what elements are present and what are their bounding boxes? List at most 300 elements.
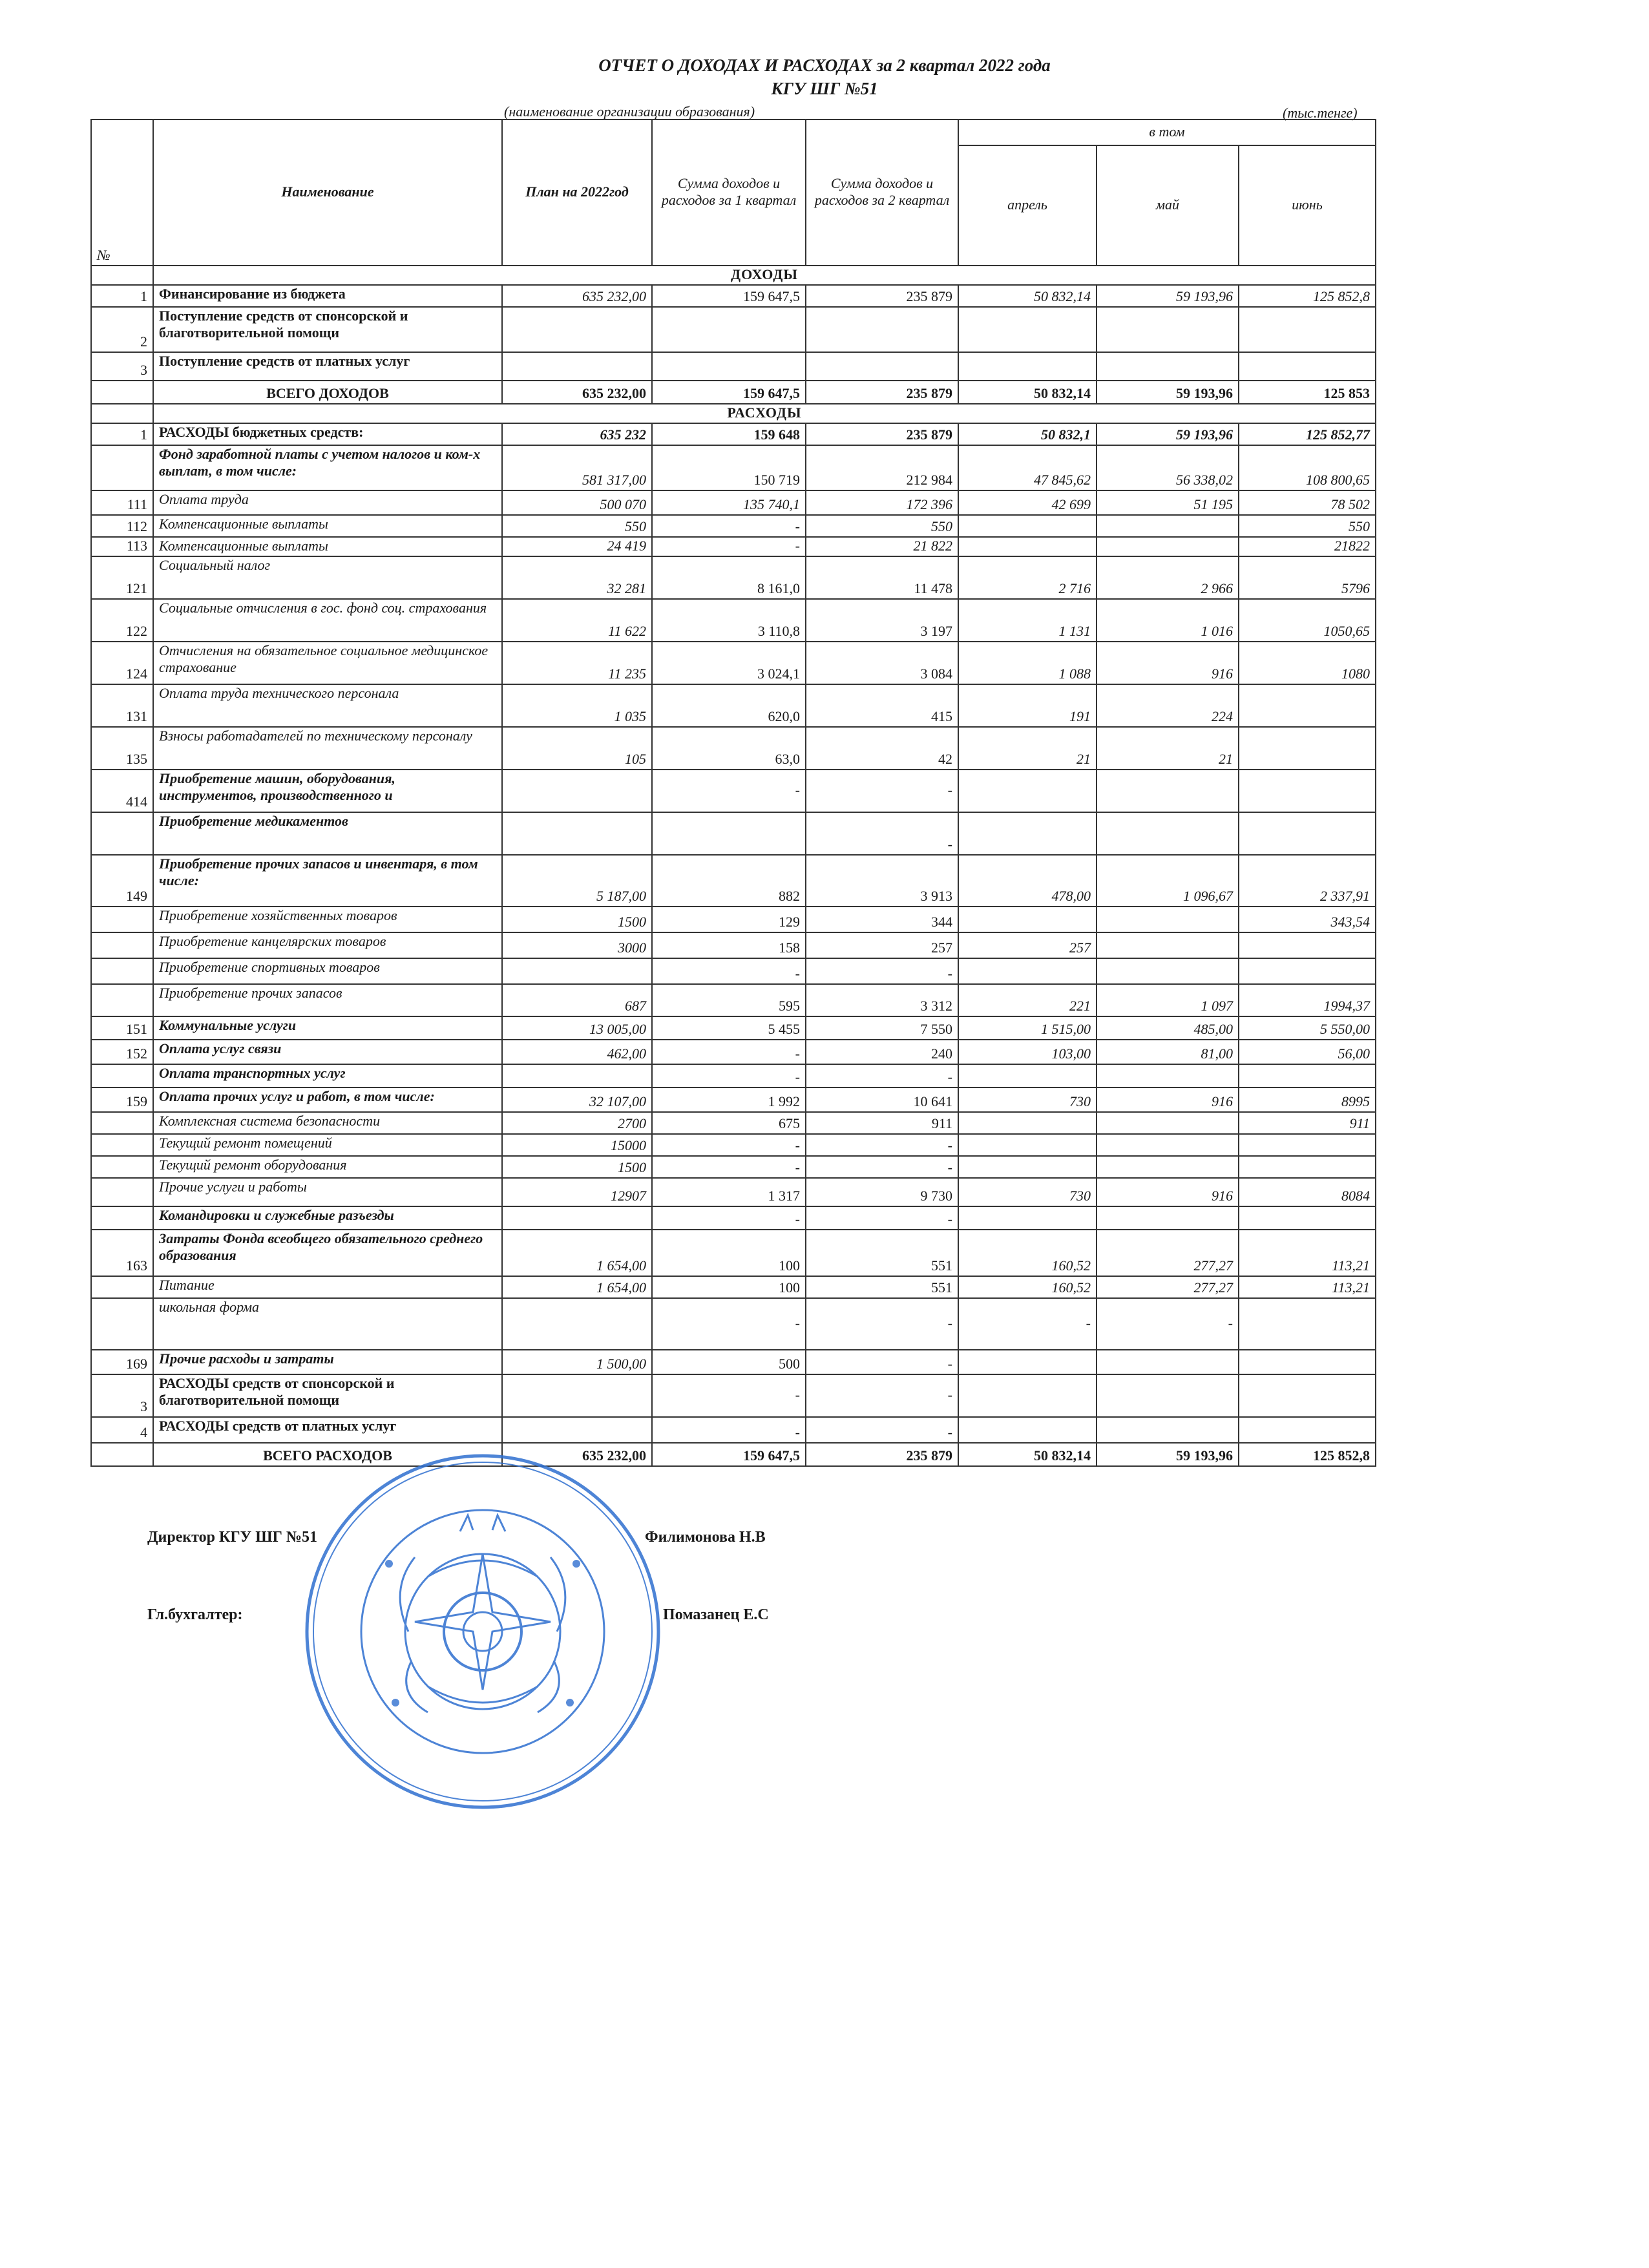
table-row <box>91 1016 1376 1040</box>
row-code <box>91 984 153 1016</box>
cell-q2: 550 <box>806 515 958 537</box>
cell-jun: 1994,37 <box>1239 984 1376 1016</box>
table-row <box>91 932 1376 958</box>
row-name: Оплата транспортных услуг <box>153 1064 502 1087</box>
total-label: ВСЕГО ДОХОДОВ <box>153 381 502 404</box>
row-code: 3 <box>91 352 153 381</box>
row-name: Приобретение прочих запасов и инвентаря, в том числе: <box>153 855 502 907</box>
table-row <box>91 984 1376 1016</box>
cell-may: 2 966 <box>1097 556 1239 599</box>
row-name: Финансирование из бюджета <box>153 285 502 307</box>
cell-apr: 257 <box>958 932 1097 958</box>
cell-q1: - <box>652 537 806 556</box>
cell-may: - <box>1097 1298 1239 1350</box>
total-jun: 125 852,8 <box>1239 1443 1376 1466</box>
cell-q2: 7 550 <box>806 1016 958 1040</box>
cell-may <box>1097 1156 1239 1178</box>
cell-q2: - <box>806 958 958 984</box>
cell-apr <box>958 1064 1097 1087</box>
row-name: Текущий ремонт помещений <box>153 1134 502 1156</box>
cell-q2: 3 197 <box>806 599 958 642</box>
cell-apr <box>958 352 1097 381</box>
cell-q1: 100 <box>652 1276 806 1298</box>
cell-apr: 50 832,1 <box>958 423 1097 445</box>
cell-jun: 8995 <box>1239 1087 1376 1112</box>
cell-apr: 1 088 <box>958 642 1097 684</box>
cell-q1: 1 992 <box>652 1087 806 1112</box>
cell-may <box>1097 515 1239 537</box>
row-name: Прочие расходы и затраты <box>153 1350 502 1374</box>
cell-plan <box>502 1298 652 1350</box>
cell-jun <box>1239 958 1376 984</box>
cell-q1: - <box>652 1134 806 1156</box>
row-name: Приобретение машин, оборудования, инструментов, производственного и <box>153 770 502 812</box>
row-code <box>91 1156 153 1178</box>
row-code <box>91 932 153 958</box>
cell-q1: - <box>652 958 806 984</box>
cell-may <box>1097 812 1239 855</box>
row-name: Текущий ремонт оборудования <box>153 1156 502 1178</box>
cell-apr <box>958 907 1097 932</box>
cell-plan: 11 622 <box>502 599 652 642</box>
cell-q1: - <box>652 1064 806 1087</box>
row-code: 169 <box>91 1350 153 1374</box>
cell-q1: 5 455 <box>652 1016 806 1040</box>
cell-apr <box>958 1134 1097 1156</box>
row-name: Компенсационные выплаты <box>153 537 502 556</box>
cell-jun: 125 852,77 <box>1239 423 1376 445</box>
cell-q1: - <box>652 1206 806 1230</box>
cell-q1: - <box>652 515 806 537</box>
header-v-tom: в том <box>958 120 1376 145</box>
cell-q2: 911 <box>806 1112 958 1134</box>
cell-q1: - <box>652 1374 806 1417</box>
cell-plan: 105 <box>502 727 652 770</box>
cell-jun: 8084 <box>1239 1178 1376 1206</box>
cell-apr <box>958 1350 1097 1374</box>
cell-plan: 32 107,00 <box>502 1087 652 1112</box>
row-code: 149 <box>91 855 153 907</box>
official-seal-stamp <box>299 1447 667 1816</box>
cell-may: 59 193,96 <box>1097 423 1239 445</box>
cell-q2: 3 312 <box>806 984 958 1016</box>
cell-may: 1 097 <box>1097 984 1239 1016</box>
row-name: РАСХОДЫ средств от спонсорской и благотворительной помощи <box>153 1374 502 1417</box>
table-row <box>91 812 1376 855</box>
cell-q1: 500 <box>652 1350 806 1374</box>
cell-jun: 125 852,8 <box>1239 285 1376 307</box>
total-apr: 50 832,14 <box>958 1443 1097 1466</box>
cell-may: 51 195 <box>1097 490 1239 515</box>
row-code: 112 <box>91 515 153 537</box>
cell-apr: 42 699 <box>958 490 1097 515</box>
cell-q1: 675 <box>652 1112 806 1134</box>
cell-q2: 240 <box>806 1040 958 1064</box>
table-row <box>91 1134 1376 1156</box>
cell-plan <box>502 307 652 352</box>
cell-plan: 581 317,00 <box>502 445 652 490</box>
cell-q2: - <box>806 812 958 855</box>
row-code: 124 <box>91 642 153 684</box>
cell-apr: 1 131 <box>958 599 1097 642</box>
cell-may: 1 016 <box>1097 599 1239 642</box>
table-row <box>91 515 1376 537</box>
row-name: школьная форма <box>153 1298 502 1350</box>
cell-q2: 257 <box>806 932 958 958</box>
cell-q2: 344 <box>806 907 958 932</box>
cell-plan: 500 070 <box>502 490 652 515</box>
cell-plan: 1500 <box>502 907 652 932</box>
cell-plan <box>502 352 652 381</box>
cell-apr <box>958 1206 1097 1230</box>
total-q2: 235 879 <box>806 1443 958 1466</box>
cell-jun: 56,00 <box>1239 1040 1376 1064</box>
cell-apr: - <box>958 1298 1097 1350</box>
cell-plan <box>502 812 652 855</box>
cell-jun: 108 800,65 <box>1239 445 1376 490</box>
header-q2: Сумма доходов и расходов за 2 квартал <box>806 120 958 266</box>
cell-plan: 13 005,00 <box>502 1016 652 1040</box>
cell-q1: - <box>652 1298 806 1350</box>
cell-apr <box>958 515 1097 537</box>
report-table <box>90 119 1376 1467</box>
total-may: 59 193,96 <box>1097 381 1239 404</box>
cell-may: 59 193,96 <box>1097 285 1239 307</box>
cell-q2: - <box>806 1350 958 1374</box>
cell-plan: 635 232,00 <box>502 285 652 307</box>
row-name: Оплата прочих услуг и работ, в том числе: <box>153 1087 502 1112</box>
section-expense-row <box>91 404 1376 423</box>
row-code: 1 <box>91 423 153 445</box>
cell-jun <box>1239 812 1376 855</box>
cell-may: 1 096,67 <box>1097 855 1239 907</box>
cell-jun <box>1239 352 1376 381</box>
table-row <box>91 1417 1376 1443</box>
cell-q2: 3 084 <box>806 642 958 684</box>
cell-jun: 911 <box>1239 1112 1376 1134</box>
table-row <box>91 285 1376 307</box>
table-row <box>91 727 1376 770</box>
row-name: Фонд заработной платы с учетом налогов и ком-х выплат, в том числе: <box>153 445 502 490</box>
row-code: 1 <box>91 285 153 307</box>
director-label: Директор КГУ ШГ №51 <box>147 1529 318 1546</box>
total-jun: 125 853 <box>1239 381 1376 404</box>
cell-may <box>1097 907 1239 932</box>
cell-plan: 2700 <box>502 1112 652 1134</box>
cell-plan: 11 235 <box>502 642 652 684</box>
table-row <box>91 556 1376 599</box>
unit-caption: (тыс.тенге) <box>1283 105 1358 121</box>
total-empty-cell <box>91 381 153 404</box>
cell-q2: 21 822 <box>806 537 958 556</box>
total-plan: 635 232,00 <box>502 1443 652 1466</box>
cell-q2: 212 984 <box>806 445 958 490</box>
row-code: 151 <box>91 1016 153 1040</box>
cell-jun: 78 502 <box>1239 490 1376 515</box>
cell-apr <box>958 770 1097 812</box>
row-code <box>91 958 153 984</box>
cell-apr: 478,00 <box>958 855 1097 907</box>
cell-q1: 135 740,1 <box>652 490 806 515</box>
header-num: № <box>91 120 153 266</box>
cell-plan: 24 419 <box>502 537 652 556</box>
cell-apr: 21 <box>958 727 1097 770</box>
cell-may: 916 <box>1097 1087 1239 1112</box>
cell-may <box>1097 932 1239 958</box>
cell-jun: 113,21 <box>1239 1230 1376 1276</box>
row-name: Приобретение канцелярских товаров <box>153 932 502 958</box>
section-empty-cell <box>91 404 153 423</box>
cell-q2: - <box>806 1206 958 1230</box>
cell-apr <box>958 307 1097 352</box>
cell-jun <box>1239 684 1376 727</box>
row-name: Поступление средств от платных услуг <box>153 352 502 381</box>
cell-plan: 15000 <box>502 1134 652 1156</box>
row-code: 113 <box>91 537 153 556</box>
cell-q2: - <box>806 770 958 812</box>
table-row <box>91 1064 1376 1087</box>
cell-plan: 687 <box>502 984 652 1016</box>
row-name: Взносы работадателей по техническому персоналу <box>153 727 502 770</box>
cell-apr <box>958 958 1097 984</box>
total-income-row <box>91 381 1376 404</box>
cell-may <box>1097 1206 1239 1230</box>
total-q2: 235 879 <box>806 381 958 404</box>
cell-apr <box>958 537 1097 556</box>
cell-q2: 11 478 <box>806 556 958 599</box>
cell-q2: 551 <box>806 1276 958 1298</box>
cell-plan <box>502 770 652 812</box>
cell-jun: 2 337,91 <box>1239 855 1376 907</box>
row-code <box>91 1206 153 1230</box>
row-name: Приобретение хозяйственных товаров <box>153 907 502 932</box>
row-code <box>91 1134 153 1156</box>
header-april: апрель <box>958 145 1097 266</box>
table-row <box>91 423 1376 445</box>
table-row <box>91 1156 1376 1178</box>
table-row <box>91 307 1376 352</box>
row-code: 135 <box>91 727 153 770</box>
cell-apr: 47 845,62 <box>958 445 1097 490</box>
cell-jun: 21822 <box>1239 537 1376 556</box>
cell-q1: 129 <box>652 907 806 932</box>
row-name: Приобретение прочих запасов <box>153 984 502 1016</box>
cell-q2: - <box>806 1156 958 1178</box>
cell-q1: 882 <box>652 855 806 907</box>
table-row <box>91 1206 1376 1230</box>
cell-may <box>1097 770 1239 812</box>
section-income-row <box>91 266 1376 285</box>
header-plan: План на 2022год <box>502 120 652 266</box>
cell-may: 224 <box>1097 684 1239 727</box>
cell-apr: 160,52 <box>958 1276 1097 1298</box>
table-row <box>91 684 1376 727</box>
table-row <box>91 352 1376 381</box>
cell-q1: 159 648 <box>652 423 806 445</box>
cell-jun <box>1239 1064 1376 1087</box>
cell-jun: 5796 <box>1239 556 1376 599</box>
total-q1: 159 647,5 <box>652 381 806 404</box>
table-row <box>91 1374 1376 1417</box>
row-code: 3 <box>91 1374 153 1417</box>
row-name: РАСХОДЫ средств от платных услуг <box>153 1417 502 1443</box>
cell-q2: 42 <box>806 727 958 770</box>
cell-q2 <box>806 352 958 381</box>
row-name: Приобретение спортивных товаров <box>153 958 502 984</box>
cell-q1: 595 <box>652 984 806 1016</box>
cell-may <box>1097 352 1239 381</box>
cell-q2: - <box>806 1064 958 1087</box>
cell-q2: 235 879 <box>806 285 958 307</box>
cell-plan <box>502 1374 652 1417</box>
row-name: Комплексная система безопасности <box>153 1112 502 1134</box>
row-name: РАСХОДЫ бюджетных средств: <box>153 423 502 445</box>
cell-q2: 10 641 <box>806 1087 958 1112</box>
row-code: 159 <box>91 1087 153 1112</box>
organization-name: КГУ ШГ №51 <box>771 79 878 98</box>
cell-may <box>1097 1417 1239 1443</box>
header-name: Наименование <box>153 120 502 266</box>
row-name: Коммунальные услуги <box>153 1016 502 1040</box>
section-empty-cell <box>91 266 153 285</box>
cell-apr: 730 <box>958 1178 1097 1206</box>
cell-q1: 8 161,0 <box>652 556 806 599</box>
cell-jun <box>1239 1374 1376 1417</box>
cell-may: 81,00 <box>1097 1040 1239 1064</box>
cell-q2: - <box>806 1417 958 1443</box>
table-row <box>91 1112 1376 1134</box>
cell-jun <box>1239 932 1376 958</box>
row-name: Оплата труда технического персонала <box>153 684 502 727</box>
cell-plan: 3000 <box>502 932 652 958</box>
cell-may <box>1097 1064 1239 1087</box>
table-row <box>91 1298 1376 1350</box>
row-name: Компенсационные выплаты <box>153 515 502 537</box>
organization-caption: (наименование организации образования) <box>504 103 755 120</box>
cell-plan: 1 035 <box>502 684 652 727</box>
cell-apr: 2 716 <box>958 556 1097 599</box>
cell-q2: 172 396 <box>806 490 958 515</box>
cell-q2: 551 <box>806 1230 958 1276</box>
cell-apr: 50 832,14 <box>958 285 1097 307</box>
cell-jun <box>1239 1206 1376 1230</box>
row-code <box>91 1178 153 1206</box>
table-row <box>91 642 1376 684</box>
cell-jun <box>1239 307 1376 352</box>
cell-q1: 63,0 <box>652 727 806 770</box>
cell-q2: 3 913 <box>806 855 958 907</box>
cell-plan: 32 281 <box>502 556 652 599</box>
table-row <box>91 770 1376 812</box>
table-row <box>91 855 1376 907</box>
cell-may: 916 <box>1097 642 1239 684</box>
total-empty-cell <box>91 1443 153 1466</box>
row-name: Оплата труда <box>153 490 502 515</box>
row-code <box>91 907 153 932</box>
row-code: 111 <box>91 490 153 515</box>
cell-may <box>1097 1112 1239 1134</box>
section-expense: РАСХОДЫ <box>153 404 1376 423</box>
cell-plan: 5 187,00 <box>502 855 652 907</box>
row-code: 2 <box>91 307 153 352</box>
accountant-label: Гл.бухгалтер: <box>147 1606 243 1623</box>
cell-jun <box>1239 1350 1376 1374</box>
cell-apr: 191 <box>958 684 1097 727</box>
accountant-name: Помазанец Е.С <box>663 1606 769 1623</box>
row-code: 163 <box>91 1230 153 1276</box>
cell-apr: 1 515,00 <box>958 1016 1097 1040</box>
cell-q2: 415 <box>806 684 958 727</box>
cell-plan: 1 654,00 <box>502 1276 652 1298</box>
cell-q1: 159 647,5 <box>652 285 806 307</box>
cell-q2: - <box>806 1134 958 1156</box>
row-name: Командировки и служебные разъезды <box>153 1206 502 1230</box>
cell-plan: 1 654,00 <box>502 1230 652 1276</box>
row-code: 131 <box>91 684 153 727</box>
cell-q1: 100 <box>652 1230 806 1276</box>
row-name: Поступление средств от спонсорской и благотворительной помощи <box>153 307 502 352</box>
table-row <box>91 1276 1376 1298</box>
cell-q1: - <box>652 770 806 812</box>
cell-q1 <box>652 352 806 381</box>
cell-apr <box>958 1156 1097 1178</box>
table-row <box>91 1087 1376 1112</box>
cell-q1: - <box>652 1040 806 1064</box>
cell-may: 916 <box>1097 1178 1239 1206</box>
cell-may <box>1097 307 1239 352</box>
row-name: Отчисления на обязательное социальное медицинское страхование <box>153 642 502 684</box>
cell-jun <box>1239 1298 1376 1350</box>
cell-q1: - <box>652 1417 806 1443</box>
table-row <box>91 1350 1376 1374</box>
cell-may: 21 <box>1097 727 1239 770</box>
row-code <box>91 812 153 855</box>
cell-apr <box>958 812 1097 855</box>
total-expense-row <box>91 1443 1376 1466</box>
cell-jun <box>1239 1156 1376 1178</box>
director-name: Филимонова Н.В <box>645 1529 766 1546</box>
header-june: июнь <box>1239 145 1376 266</box>
cell-apr <box>958 1374 1097 1417</box>
cell-jun <box>1239 727 1376 770</box>
table-row <box>91 958 1376 984</box>
row-name: Приобретение медикаментов <box>153 812 502 855</box>
row-name: Затраты Фонда всеобщего обязательного среднего образования <box>153 1230 502 1276</box>
row-name: Социальные отчисления в гос. фонд соц. страхования <box>153 599 502 642</box>
cell-jun: 1080 <box>1239 642 1376 684</box>
cell-jun <box>1239 770 1376 812</box>
table-row <box>91 537 1376 556</box>
row-code <box>91 1112 153 1134</box>
cell-q1: 3 110,8 <box>652 599 806 642</box>
cell-may <box>1097 1350 1239 1374</box>
cell-plan: 1 500,00 <box>502 1350 652 1374</box>
cell-q2: - <box>806 1298 958 1350</box>
total-q1: 159 647,5 <box>652 1443 806 1466</box>
cell-q1: 158 <box>652 932 806 958</box>
cell-plan <box>502 1206 652 1230</box>
row-code <box>91 445 153 490</box>
table-row <box>91 1040 1376 1064</box>
row-name: Прочие услуги и работы <box>153 1178 502 1206</box>
header-q1: Сумма доходов и расходов за 1 квартал <box>652 120 806 266</box>
cell-plan: 12907 <box>502 1178 652 1206</box>
row-code: 152 <box>91 1040 153 1064</box>
cell-jun: 113,21 <box>1239 1276 1376 1298</box>
cell-plan <box>502 958 652 984</box>
cell-q1: 1 317 <box>652 1178 806 1206</box>
cell-jun: 1050,65 <box>1239 599 1376 642</box>
